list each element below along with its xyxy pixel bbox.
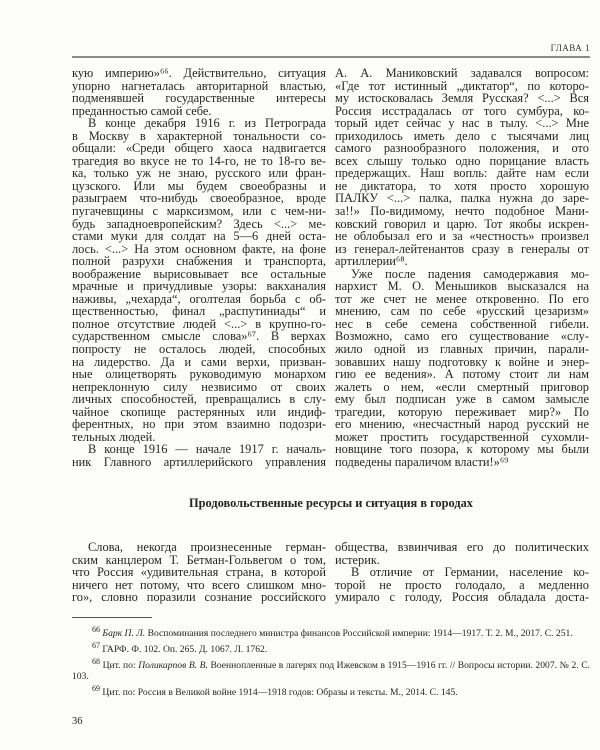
text-line: зовавших нашу подготовку к войне и энер- xyxy=(335,354,589,369)
text-line: не диктатора, то хотя просто хорошую xyxy=(335,178,589,193)
text-line: ему был подписан уже в самом замысле xyxy=(335,392,589,407)
paragraph xyxy=(335,566,589,604)
text-line: всех слышу только одно порицание власть xyxy=(335,153,589,168)
text-line: ник Главного артиллерийского управления xyxy=(72,454,326,469)
footnotes xyxy=(72,624,590,699)
bottom-right-column xyxy=(335,541,589,604)
text-line: му истосковалась Земля Русская? <...> Вся xyxy=(335,91,589,106)
text-line: в Москву в характерной тональности со- xyxy=(72,128,326,143)
text-line: разыграем что-нибудь своеобразное, вроде xyxy=(72,191,326,206)
text-line: не облобызал его и за «честность» произвел xyxy=(335,229,589,244)
text-line: пугачевщины с марксизмом, или с чем-ни- xyxy=(72,204,326,219)
text-line: цузского. Или мы будем своеобразны и xyxy=(72,178,326,193)
text-line: жалеть о нем, «если смертный приговор xyxy=(335,379,589,394)
text-line: умирало с голоду, Россия обладала доста- xyxy=(335,590,589,605)
text-line: ПАЛКУ <...> палка, палка нужна до заре- xyxy=(335,191,589,206)
text-line: нархист М. О. Меньшиков высказался на xyxy=(335,279,589,294)
text-line: наживы, „чехарда“, оголтелая борьба с об- xyxy=(72,291,326,306)
text-line: щественностью, финал „распутиниады“ и xyxy=(72,304,326,319)
text-line: Россия исстрадалась от того сумбура, ко- xyxy=(335,103,589,118)
text-line: воображение вырисовывает все остальные xyxy=(72,266,326,281)
text-line: Слова, некогда произнесенные герман- xyxy=(88,540,326,554)
paragraph xyxy=(72,541,326,604)
text-line: личных способностей, превращались в слу- xyxy=(72,392,326,407)
text-line: общали: «Среди общего хаоса надвигается xyxy=(72,141,326,156)
text-line: ферентных, но при этом взаимно подозри- xyxy=(72,417,326,432)
text-line: попросту не осталось людей, способных xyxy=(72,342,326,357)
text-line: А. А. Маниковский задавался вопросом: xyxy=(335,66,589,80)
text-line: предержащих. Наш вопль: дайте нам если xyxy=(335,166,589,181)
text-line: самого разнообразного положения, и ото xyxy=(335,141,589,156)
text-line: жило одной из главных причин, парали- xyxy=(335,342,589,357)
text-line: приходилось иметь дело с тысячами лиц xyxy=(335,128,589,143)
footnote-number: 67 xyxy=(92,640,100,650)
footnote-number: 68 xyxy=(92,656,100,666)
bottom-left-column xyxy=(72,541,326,604)
footnote-number: 69 xyxy=(92,683,100,693)
text-line: В отличие от Германии, население ко- xyxy=(351,565,589,580)
text-line: общества, взвинчивая его до политических xyxy=(335,540,589,554)
running-header xyxy=(72,42,590,58)
text-line: на лидерство. Да и сами верхи, призван- xyxy=(72,354,326,369)
text-line: гию ее ведения». А потому стоит ли нам xyxy=(335,367,589,382)
text-line: упорно нагнеталась авторитарной властью, xyxy=(72,78,326,93)
text-line: полной разрухи снабжения и транспорта, xyxy=(72,254,326,269)
footnote-68 xyxy=(72,656,590,683)
top-left-column xyxy=(72,67,326,469)
text-line: тот же счет не менее откровенно. По его xyxy=(335,291,589,306)
footnote-text: Военнопленные в лагерях под Ижевском в 1915—1916 гг. // Вопросы истории. 2007. № 2. С. 103. xyxy=(72,659,590,683)
footnote-number: 66 xyxy=(92,625,100,634)
text-line: «Где тот истинный „диктатор“, по которо- xyxy=(335,78,589,93)
text-line: го», словно поразили сознание российского xyxy=(72,590,326,605)
paragraph xyxy=(335,268,589,469)
page-number: 36 xyxy=(72,716,83,727)
paragraph xyxy=(72,117,326,443)
footnote-text: ГАРФ. Ф. 102. Оп. 265. Д. 1067. Л. 1762. xyxy=(102,643,268,655)
text-line: ковский говорил и царю. Тот якобы искрен- xyxy=(335,216,589,231)
text-line: трагедия во вкусе не то 14-го, не то 18-го ве- xyxy=(72,153,326,168)
text-line: лось. <...> На этом основном факте, на фоне xyxy=(72,241,326,256)
paragraph xyxy=(72,443,326,468)
text-line: торый идет сейчас у нас в тылу. <...> Мне xyxy=(335,116,589,131)
section-heading: Продовольственные ресурсы и ситуация в городах xyxy=(188,496,474,510)
top-right-column xyxy=(335,67,589,469)
text-line: ским канцлером Т. Бетман-Гольвегом о том, xyxy=(72,552,326,567)
text-line: В конце декабря 1916 г. из Петрограда xyxy=(88,116,326,131)
footnote-author: Барк П. Л. xyxy=(102,628,146,640)
text-line: Уже после падения самодержавия мо- xyxy=(351,266,589,281)
paragraph xyxy=(335,67,589,268)
text-line: новщине того позора, к которому мы были xyxy=(335,442,589,457)
paragraph xyxy=(335,541,589,566)
text-line: артиллерии⁶⁸. xyxy=(335,254,408,269)
text-line: может простить государственной сухомли- xyxy=(335,429,589,444)
text-line: мнению, сам по себе «русский цезаризм» xyxy=(335,304,589,319)
text-line: истерик. xyxy=(335,552,380,567)
text-line: что Россия «удивительная страна, в которой xyxy=(72,565,326,580)
footnote-67 xyxy=(72,640,590,656)
text-line: за!!» По-видимому, нечто подобное Мани- xyxy=(335,204,589,219)
footnote-text: Цит. по: Россия в Великой войне 1914—1918 годов: Образы и тексты. М., 2014. С. 145. xyxy=(102,687,458,699)
text-line: ные олицетворять руководимую монархом xyxy=(72,367,326,382)
text-line: кую империю»⁶⁶. Действительно, ситуация xyxy=(72,66,326,80)
text-line: В конце 1916 — начале 1917 г. началь- xyxy=(88,442,326,457)
chapter-label: ГЛАВА 1 xyxy=(550,43,590,53)
text-line: нес в себе семена собственной гибели. xyxy=(335,316,589,331)
text-line: преданностью самой себе. xyxy=(72,103,212,118)
paragraph xyxy=(72,67,326,117)
text-line: трагедии, которую переживает мир?» По xyxy=(335,404,589,419)
text-line: ка, только уж не знаю, русского или фран- xyxy=(72,166,326,181)
footnote-69 xyxy=(72,683,590,699)
footnote-66 xyxy=(72,624,590,640)
text-line: подменявшей государственные интересы xyxy=(72,91,326,106)
footnote-text: Цит. по: xyxy=(102,659,139,671)
footnote-author: Поликарпов В. В. xyxy=(138,659,208,671)
text-line: мрачные и причудливые узоры: вакханалия xyxy=(72,279,326,294)
text-line: стами муки для солдат на 5—6 дней оста- xyxy=(72,229,326,244)
text-line: непреклонную силу незвисимо от своих xyxy=(72,379,326,394)
text-line: его мнению, «несчастный народ русский не xyxy=(335,417,589,432)
text-line: подведены параличом власти!»⁶⁹ xyxy=(335,454,509,469)
text-line: чайное скопище растерянных или индиф- xyxy=(72,404,326,419)
text-line: торой не просто голодало, а медленно xyxy=(335,577,589,592)
footnote-text: Воспоминания последнего министра финансов Российской империи: 1914—1917. Т. 2. М., 2017. С. 251. xyxy=(145,628,573,640)
text-line: будь западноевропейским? Здесь <...> ме- xyxy=(72,216,326,231)
text-line: полное отсутствие людей <...> в крупно-го- xyxy=(72,316,326,331)
text-line: Возможно, само его существование «слу- xyxy=(335,329,589,344)
text-line: тельных людей. xyxy=(72,429,156,444)
text-line: сударственном смысле слова»⁶⁷. В верхах xyxy=(72,329,326,344)
footnote-divider xyxy=(72,617,152,618)
text-line: из генерал-лейтенантов сразу в генералы от xyxy=(335,241,589,256)
text-line: ничего нет потому, что всего слишком мно- xyxy=(72,577,326,592)
